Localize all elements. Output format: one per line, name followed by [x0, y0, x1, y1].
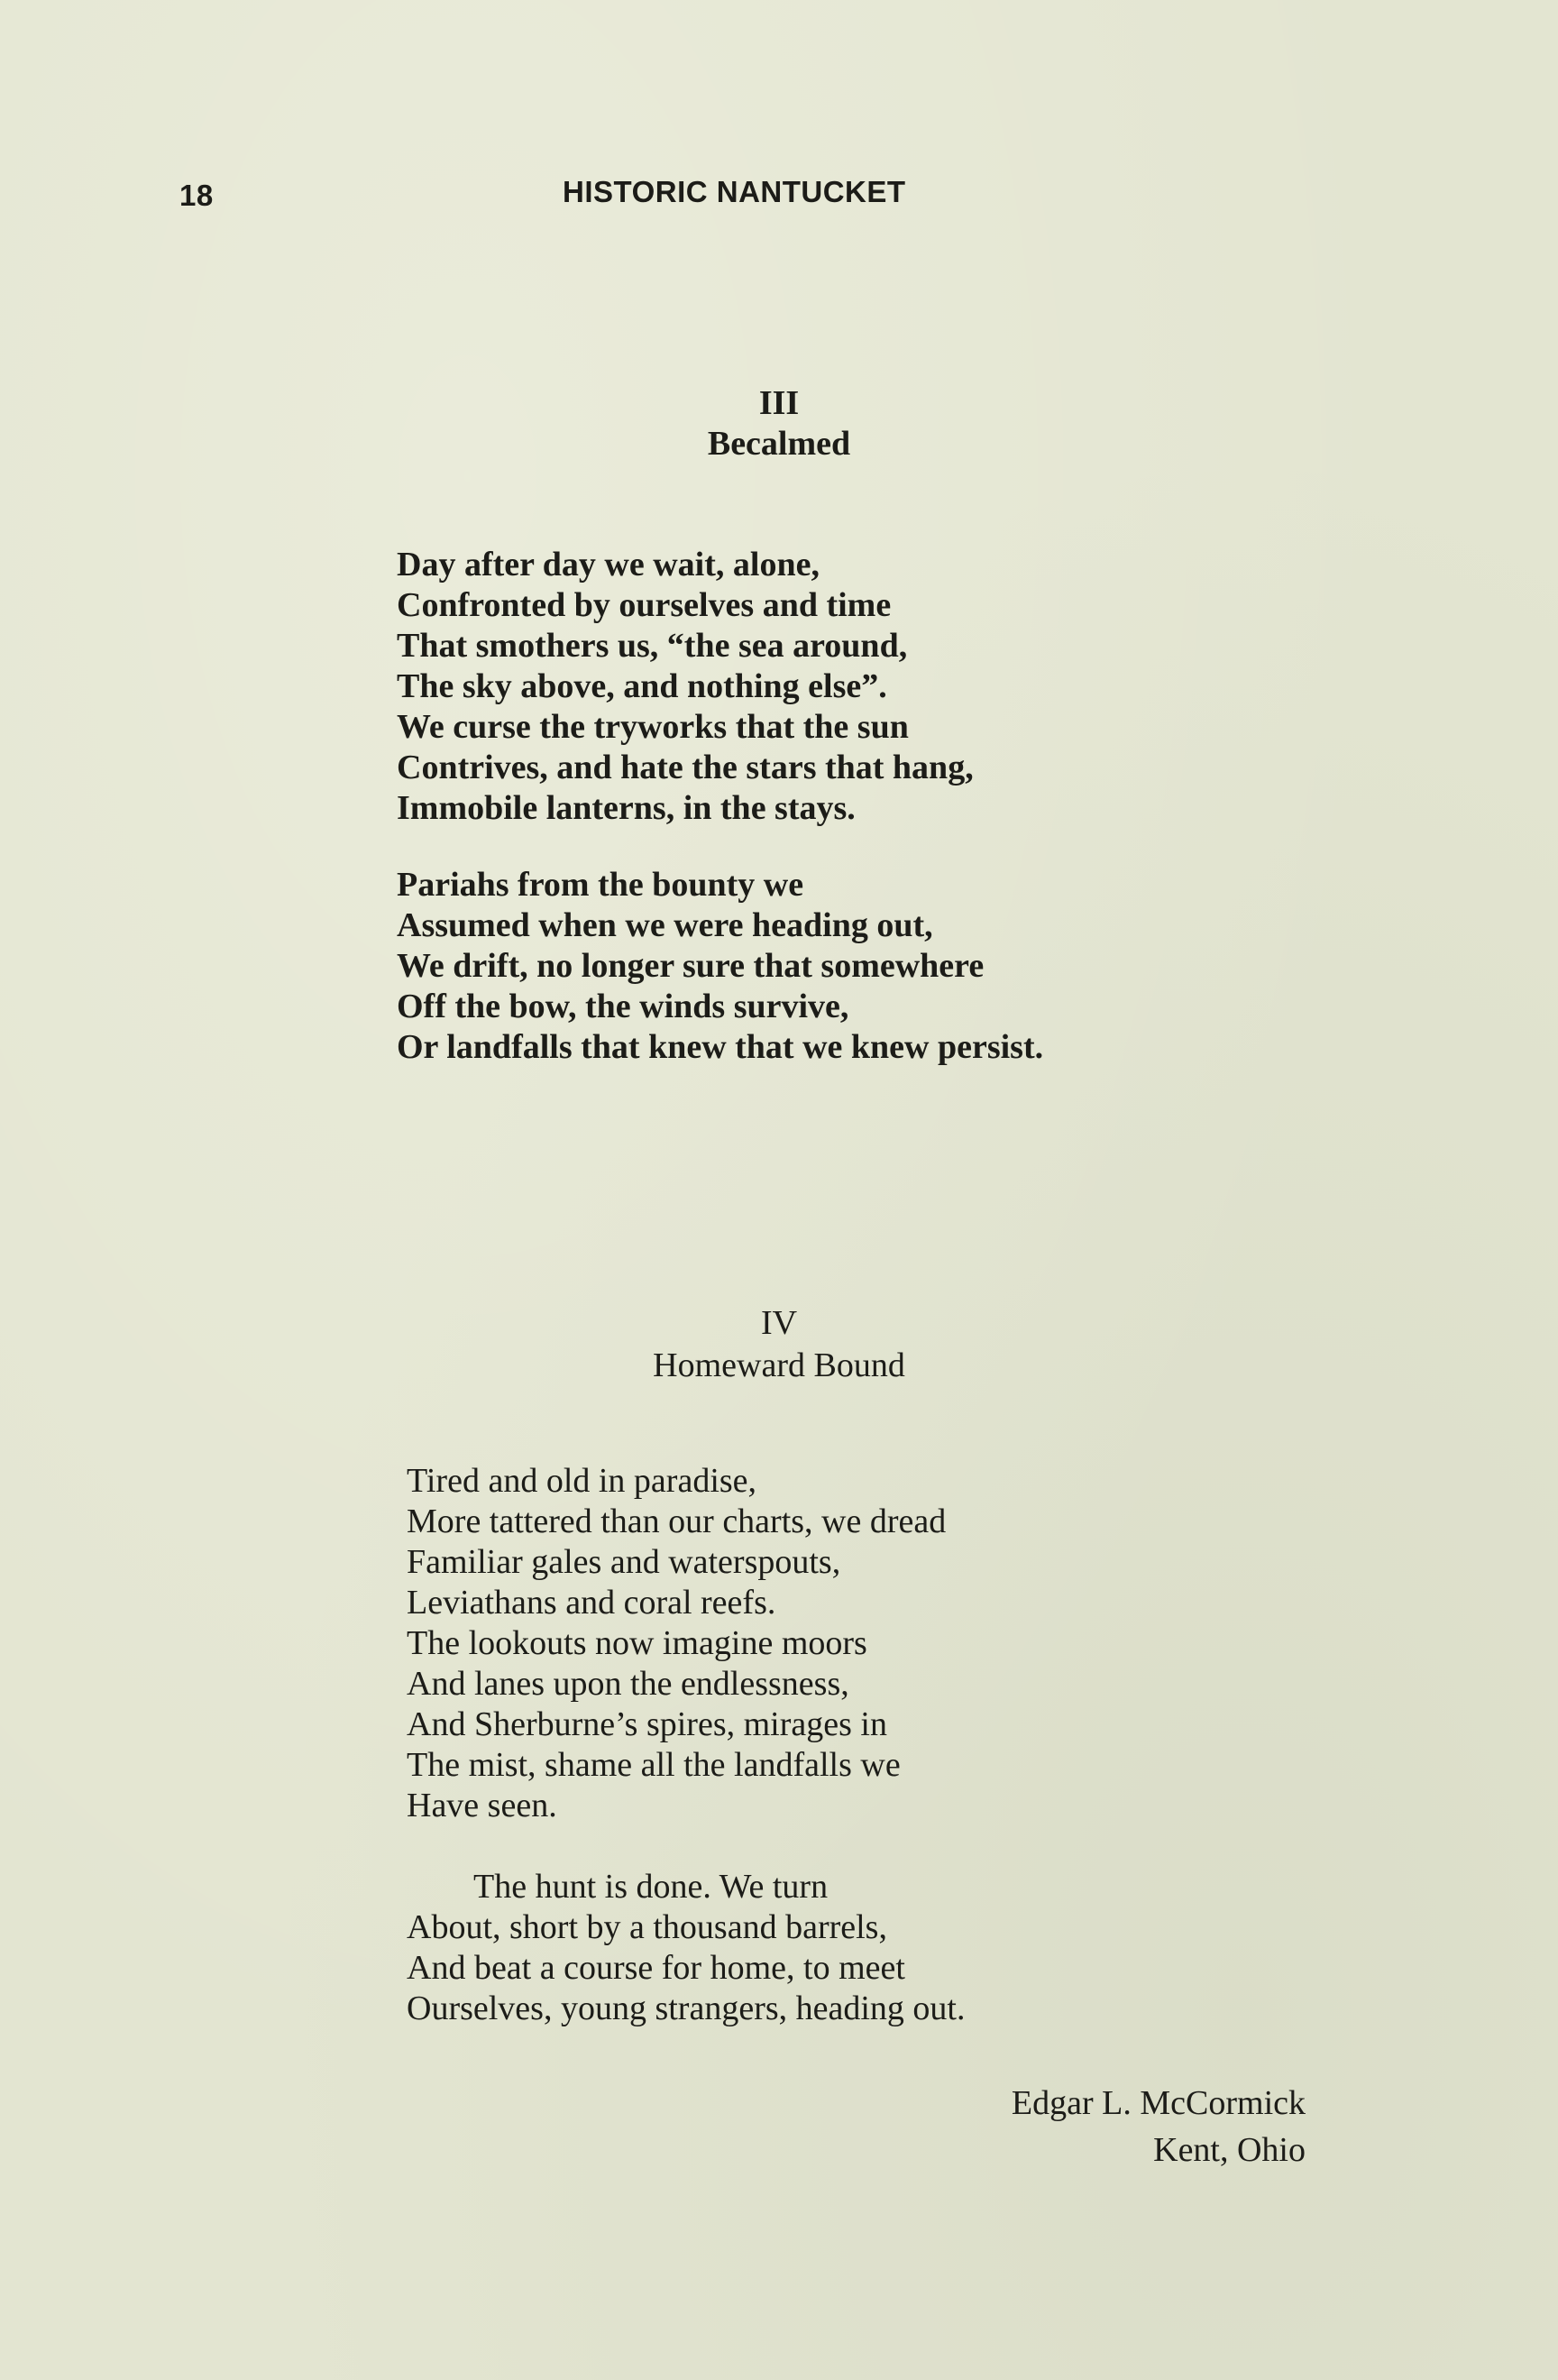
author-name: Edgar L. McCormick — [1011, 2084, 1306, 2122]
poem-line: We curse the tryworks that the sun — [397, 708, 909, 746]
poem-line: Assumed when we were heading out, — [397, 906, 933, 944]
poem-line: Ourselves, young strangers, heading out. — [407, 1989, 966, 2027]
poem-line: We drift, no longer sure that somewhere — [397, 947, 985, 985]
poem-line: The mist, shame all the landfalls we — [407, 1746, 901, 1784]
poem-line: Confronted by ourselves and time — [397, 586, 892, 624]
poem-line: About, short by a thousand barrels, — [407, 1908, 887, 1946]
poem-line: Have seen. — [407, 1787, 557, 1824]
page-header — [0, 173, 1558, 218]
page-number: 18 — [179, 179, 214, 212]
section-title-becalmed: Becalmed — [707, 425, 851, 463]
poem-line: Day after day we wait, alone, — [397, 546, 820, 584]
section-title-homeward-bound: Homeward Bound — [653, 1346, 905, 1384]
poem-line: Contrives, and hate the stars that hang, — [397, 749, 974, 786]
poem-stanza — [397, 545, 974, 829]
poem-line: The sky above, and nothing else”. — [397, 667, 887, 705]
section-numeral-iv: IV — [760, 1304, 798, 1342]
poem-line: The hunt is done. We turn — [473, 1868, 829, 1906]
poem-line: Pariahs from the bounty we — [397, 866, 804, 904]
poem-stanza — [397, 865, 1043, 1068]
section-numeral-iii: III — [758, 384, 800, 422]
poem-stanza — [407, 1461, 946, 1826]
poem-line: More tattered than our charts, we dread — [407, 1502, 947, 1540]
poem-stanza — [407, 1867, 966, 2029]
poem-line: Familiar gales and waterspouts, — [407, 1543, 841, 1581]
author-location: Kent, Ohio — [1153, 2131, 1306, 2169]
poem-line: Tired and old in paradise, — [407, 1462, 757, 1500]
poem-line: And beat a course for home, to meet — [407, 1949, 905, 1987]
running-head: HISTORIC NANTUCKET — [563, 175, 906, 208]
poem-line: The lookouts now imagine moors — [407, 1624, 867, 1662]
poem-line: Off the bow, the winds survive, — [397, 988, 849, 1025]
signature — [1012, 2080, 1306, 2173]
poem-line: And Sherburne’s spires, mirages in — [407, 1705, 887, 1743]
poem-line: Immobile lanterns, in the stays. — [397, 789, 856, 827]
poem-line: Or landfalls that knew that we knew persist. — [397, 1028, 1044, 1066]
poem-line: Leviathans and coral reefs. — [407, 1584, 776, 1622]
poem-line: And lanes upon the endlessness, — [407, 1665, 849, 1703]
poem-line: That smothers us, “the sea around, — [397, 627, 908, 665]
